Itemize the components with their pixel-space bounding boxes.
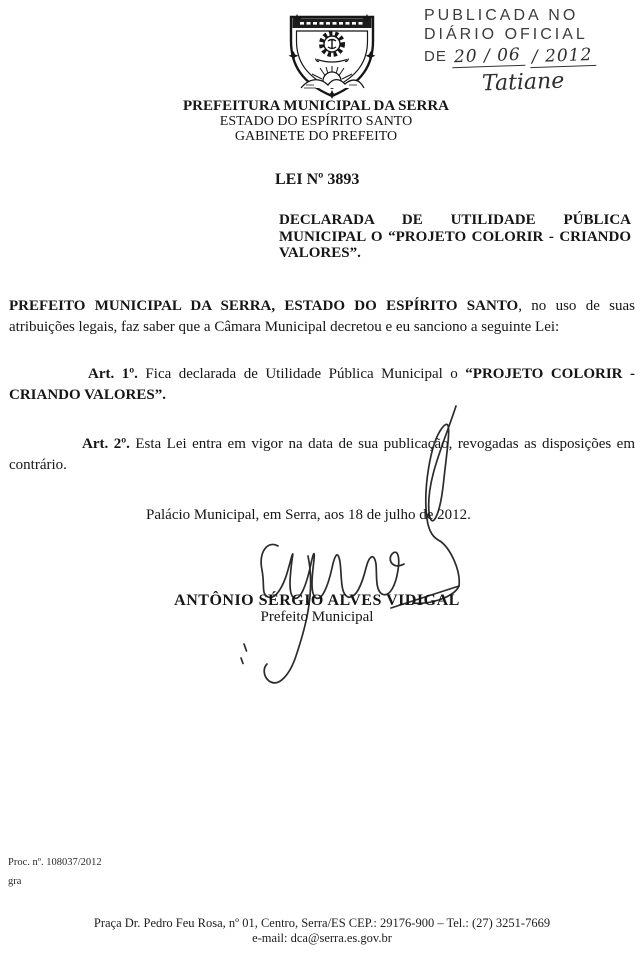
org-office: GABINETE DO PREFEITO xyxy=(234,129,398,144)
article-1-object: “PROJETO COLORIR - CRIANDO VALORES”. xyxy=(9,366,636,403)
place-date-line: Palácio Municipal, em Serra, aos 18 de julho de 2012. xyxy=(146,507,471,523)
org-name: PREFEITURA MUNICIPAL DA SERRA xyxy=(182,98,449,114)
signer-title: Prefeito Municipal xyxy=(260,609,374,625)
stamp-date-year: / 2012 xyxy=(530,45,597,68)
diario-oficial-stamp xyxy=(424,6,640,95)
municipal-coat-of-arms-icon xyxy=(276,8,388,102)
article-2-text: Esta Lei entra em vigor na data de sua publicação, revogadas as disposições em contrário. xyxy=(9,436,636,473)
law-number: LEI Nº 3893 xyxy=(275,171,360,188)
law-summary: DECLARADA DE UTILIDADE PÚBLICA MUNICIPAL O “PROJETO COLORIR - CRIANDO VALORES”. xyxy=(279,212,631,261)
signer-name: ANTÔNIO SÉRGIO ALVES VIDIGAL xyxy=(174,592,460,609)
intro-paragraph xyxy=(9,296,635,338)
law-body xyxy=(9,296,635,526)
intro-rest: , no uso de suas atribuições legais, faz saber que a Câmara Municipal decretou e eu sanciono a seguinte Lei: xyxy=(9,298,635,335)
stamp-line-2: DIÁRIO OFICIAL xyxy=(424,26,588,43)
article-2 xyxy=(9,434,635,476)
article-2-label: Art. 2º. xyxy=(82,436,130,452)
page-footer xyxy=(0,916,644,946)
article-1 xyxy=(9,364,635,406)
process-footnote xyxy=(8,853,102,891)
letterhead xyxy=(116,99,516,144)
stamp-line-1: PUBLICADA NO xyxy=(424,7,579,24)
org-state: ESTADO DO ESPÍRITO SANTO xyxy=(219,114,413,129)
article-1-text: Fica declarada de Utilidade Pública Municipal o xyxy=(137,366,466,382)
article-1-label: Art. 1º. xyxy=(88,366,138,382)
signature-block xyxy=(2,592,632,626)
stamp-date-day-month: 20 / 06 xyxy=(452,45,526,69)
footer-address: Praça Dr. Pedro Feu Rosa, nº 01, Centro, Serra/ES CEP.: 29176-900 – Tel.: (27) 3251-7669 xyxy=(93,916,551,930)
drafter-initials: gra xyxy=(8,876,22,887)
stamp-date-line xyxy=(424,46,640,67)
stamp-handwritten-name: Tatiane xyxy=(481,68,565,97)
stamp-date-prefix: DE xyxy=(424,48,447,65)
intro-bold: PREFEITO MUNICIPAL DA SERRA, ESTADO DO ESPÍRITO SANTO xyxy=(9,298,519,314)
process-number: Proc. nº. 108037/2012 xyxy=(8,857,102,868)
footer-email: e-mail: dca@serra.es.gov.br xyxy=(252,931,392,945)
